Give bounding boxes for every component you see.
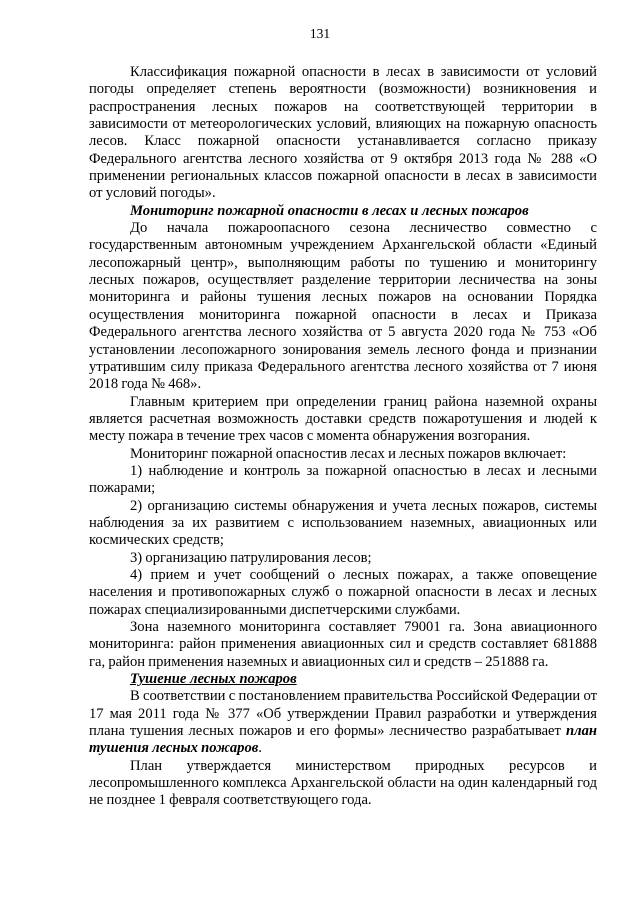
- paragraph-monitoring-includes: Мониторинг пожарной опасностив лесах и лесных пожаров включает:: [130, 445, 567, 462]
- page-number: 131: [309, 26, 331, 41]
- list-item-3: 3) организацию патрулирования лесов;: [130, 549, 372, 566]
- plan-text-after: .: [258, 740, 262, 757]
- list-item-4: 4) прием и учет сообщений о лесных пожарах, а также оповещение населения и противопожарных служб о пожарной опасности в лесах и лесных пожарах специализированными диспетчерскими службами.: [89, 566, 597, 618]
- heading-extinguishing-text: Тушение лесных пожаров: [130, 671, 297, 688]
- paragraph-plan: [89, 688, 597, 757]
- paragraph-zoning: До начала пожароопасного сезона лесничество совместно с государственным автономным учреждением Архангельской области «Единый лесопожарный центр», выполняющим работы по тушению и мониторингу лесных пожаров, осуществляет разделение территории лесничества на зоны мониторинга и районы тушения лесных пожаров на основании Порядка осуществления мониторинга пожарной опасности в лесах и Приказа Федерального агентства лесного хозяйства от 5 августа 2020 года № 753 «Об установлении лесопожарного зонирования земель лесного фонда и признании утратившим силу приказа Федерального агентства лесного хозяйства от 7 июня 2018 года № 468».: [89, 220, 597, 393]
- document-body: [89, 64, 597, 810]
- paragraph-fire-classification: Классификация пожарной опасности в лесах в зависимости от условий погоды определяет степень вероятности (возможности) возникновения и распространения лесных пожаров на соответствующей территории в зависимости от метеорологических условий, влияющих на пожарную опасность лесов. Класс пожарной опасности устанавливается согласно приказу Федерального агентства лесного хозяйства от 9 октября 2013 года № 288 «О применении региональных классов пожарной опасности в лесах в зависимости от условий погоды».: [89, 64, 597, 202]
- plan-text-before: В соответствии с постановлением правительства Российской Федерации от 17 мая 2011 года № 377 «Об утверждении Правил разработки и утверждения плана тушения лесных пожаров и его формы» лесничество разрабатывает: [89, 688, 597, 740]
- paragraph-monitoring-zones: Зона наземного мониторинга составляет 79001 га. Зона авиационного мониторинга: район применения авиационных сил и средств составляет 681888 га, район применения наземных и авиационных сил и средств – 251888 га.: [89, 619, 597, 670]
- paragraph-plan-approval: План утверждается министерством природных ресурсов и лесопромышленного комплекса Архангельской области на один календарный год не позднее 1 февраля соответствующего года.: [89, 757, 597, 809]
- heading-monitoring: Мониторинг пожарной опасности в лесах и лесных пожаров: [130, 202, 529, 219]
- list-item-1: 1) наблюдение и контроль за пожарной опасностью в лесах и лесными пожарами;: [89, 462, 597, 497]
- heading-extinguishing: [89, 671, 597, 688]
- list-item-2: 2) организацию системы обнаружения и учета лесных пожаров, системы наблюдения за их развитием с использованием наземных, авиационных или космических средств;: [89, 497, 597, 549]
- plan-emphasis: план тушения лесных пожаров: [89, 723, 597, 757]
- paragraph-main-criterion: Главным критерием при определении границ района наземной охраны является расчетная возможность доставки средств пожаротушения и людей к месту пожара в течение трех часов с момента обнаружения возгорания.: [89, 393, 597, 445]
